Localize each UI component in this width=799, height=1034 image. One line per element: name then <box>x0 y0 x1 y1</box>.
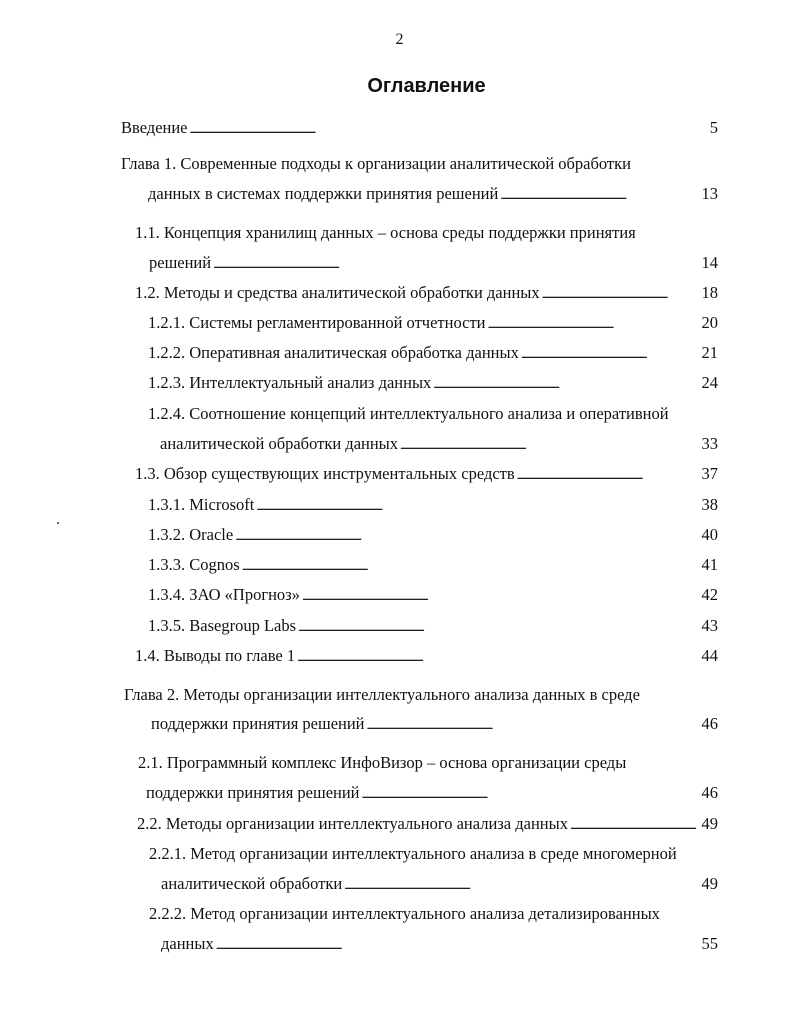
dot-leader <box>488 312 700 335</box>
toc-entry-chapter-2[interactable] <box>124 684 640 706</box>
toc-entry-1-1-cont[interactable] <box>149 252 718 275</box>
entry-text: данных в системах поддержки принятия решений <box>148 184 499 203</box>
entry-text: 1.3.4. ЗАО «Прогноз» <box>148 585 300 604</box>
dot-leader <box>542 282 700 305</box>
entry-page: 40 <box>701 525 718 544</box>
entry-text: поддержки принятия решений <box>146 783 360 802</box>
dot-leader <box>517 463 700 486</box>
entry-page: 37 <box>701 464 718 483</box>
entry-text: 1.2.4. Соотношение концепций интеллектуального анализа и оперативной <box>148 404 669 423</box>
dot-leader <box>242 554 700 577</box>
entry-page: 5 <box>709 118 718 137</box>
entry-text: 2.2.2. Метод организации интеллектуального анализа детализированных <box>149 904 660 923</box>
entry-text: данных <box>161 934 214 953</box>
entry-text: Глава 1. Современные подходы к организации аналитической обработки <box>121 154 631 173</box>
dot-leader <box>521 342 700 365</box>
entry-text: 2.1. Программный комплекс ИнфоВизор – основа организации среды <box>138 753 627 772</box>
entry-text: 1.3. Обзор существующих инструментальных средств <box>135 464 515 483</box>
entry-text: 2.2.1. Метод организации интеллектуального анализа в среде многомерной <box>149 844 677 863</box>
toc-entry-1-2-3[interactable] <box>148 372 718 395</box>
toc-entry-2-2-1[interactable] <box>149 843 677 865</box>
toc-entry-1-3-4[interactable] <box>148 584 718 607</box>
entry-page: 24 <box>701 373 718 392</box>
entry-page: 46 <box>701 783 718 802</box>
page-number: 2 <box>395 31 404 48</box>
toc-entry-1-3-2[interactable] <box>148 524 718 547</box>
toc-entry-1-3-5[interactable] <box>148 615 718 638</box>
toc-entry-introduction[interactable] <box>121 117 718 140</box>
dot-leader <box>302 584 700 607</box>
dot-leader <box>433 372 699 395</box>
entry-page: 21 <box>701 343 718 362</box>
entry-text: 1.3.5. Basegroup Labs <box>148 616 297 635</box>
dot-leader <box>367 713 700 736</box>
dot-leader <box>213 252 699 275</box>
entry-text: 1.3.1. Microsoft <box>148 495 255 514</box>
toc-entry-2-2-2-cont[interactable] <box>161 933 718 956</box>
toc-title: Оглавление <box>367 75 486 97</box>
entry-page: 38 <box>701 495 718 514</box>
toc-entry-2-1[interactable] <box>138 752 626 774</box>
toc-entry-1-1[interactable] <box>135 222 636 244</box>
dot-leader <box>298 615 699 638</box>
toc-entry-chapter-2-cont[interactable] <box>151 713 718 736</box>
entry-page: 44 <box>701 646 718 665</box>
entry-page: 55 <box>701 934 718 953</box>
toc-entry-1-2-2[interactable] <box>148 342 718 365</box>
dot-leader <box>235 524 699 547</box>
entry-page: 13 <box>701 184 718 203</box>
scan-speck <box>57 522 59 524</box>
entry-text: аналитической обработки данных <box>160 434 399 453</box>
entry-text: 1.2.2. Оперативная аналитическая обработка данных <box>148 343 519 362</box>
toc-entry-2-2-2[interactable] <box>149 903 660 925</box>
toc-entry-2-2-1-cont[interactable] <box>161 873 718 896</box>
toc-entry-1-2-4-cont[interactable] <box>160 433 718 456</box>
toc-entry-1-2[interactable] <box>135 282 718 305</box>
dot-leader <box>500 183 699 206</box>
entry-text: 1.3.3. Cognos <box>148 555 240 574</box>
entry-page: 41 <box>701 555 718 574</box>
dot-leader <box>256 494 699 517</box>
toc-entry-chapter-1-cont[interactable] <box>148 183 718 206</box>
entry-page: 14 <box>701 253 718 272</box>
entry-page: 42 <box>701 585 718 604</box>
toc-entry-1-3-3[interactable] <box>148 554 718 577</box>
entry-text: 1.1. Концепция хранилищ данных – основа среды поддержки принятия <box>135 223 636 242</box>
dot-leader <box>216 933 700 956</box>
dot-leader <box>344 873 699 896</box>
toc-entry-2-1-cont[interactable] <box>146 782 718 805</box>
toc-entry-1-3-1[interactable] <box>148 494 718 517</box>
entry-text: 1.3.2. Oracle <box>148 525 234 544</box>
entry-text: Введение <box>121 118 188 137</box>
entry-page: 49 <box>701 814 718 833</box>
entry-text: поддержки принятия решений <box>151 714 365 733</box>
entry-page: 18 <box>701 283 718 302</box>
entry-page: 43 <box>701 616 718 635</box>
toc-entry-chapter-1[interactable] <box>121 153 631 175</box>
toc-entry-1-4[interactable] <box>135 645 718 668</box>
dot-leader <box>570 813 700 836</box>
toc-entry-1-2-4[interactable] <box>148 403 669 425</box>
entry-text: 1.2.1. Системы регламентированной отчетности <box>148 313 486 332</box>
entry-text: аналитической обработки <box>161 874 343 893</box>
entry-page: 49 <box>701 874 718 893</box>
entry-text: 1.2. Методы и средства аналитической обработки данных <box>135 283 540 302</box>
entry-text: решений <box>149 253 212 272</box>
dot-leader <box>362 782 700 805</box>
dot-leader <box>190 117 708 140</box>
toc-entry-1-2-1[interactable] <box>148 312 718 335</box>
entry-text: 2.2. Методы организации интеллектуального анализа данных <box>137 814 568 833</box>
entry-text: 1.2.3. Интеллектуальный анализ данных <box>148 373 432 392</box>
entry-text: Глава 2. Методы организации интеллектуального анализа данных в среде <box>124 685 640 704</box>
dot-leader <box>400 433 699 456</box>
dot-leader <box>297 645 699 668</box>
toc-entry-2-2[interactable] <box>137 813 718 836</box>
entry-page: 20 <box>701 313 718 332</box>
entry-page: 33 <box>701 434 718 453</box>
toc-entry-1-3[interactable] <box>135 463 718 486</box>
entry-page: 46 <box>701 714 718 733</box>
entry-text: 1.4. Выводы по главе 1 <box>135 646 296 665</box>
